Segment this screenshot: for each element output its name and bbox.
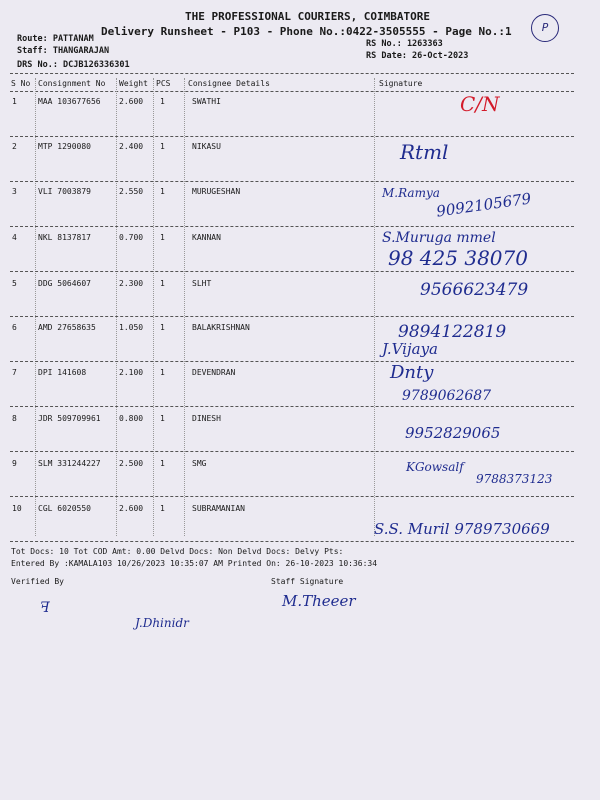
row-weight: 1.050 bbox=[119, 323, 144, 332]
row-signature: M.Ramya bbox=[382, 186, 440, 200]
col-consignment: Consignment No bbox=[38, 79, 106, 88]
runsheet-title: Delivery Runsheet - P103 - Phone No.:0422-3505555 - Page No.:1 bbox=[101, 25, 512, 38]
row-weight: 2.300 bbox=[119, 279, 144, 288]
row-weight: 2.550 bbox=[119, 187, 144, 196]
divider bbox=[10, 406, 574, 407]
col-signature: Signature bbox=[379, 79, 423, 88]
verified-signature-hand: J.Dhinidr bbox=[135, 616, 189, 630]
col-sno: S No bbox=[11, 79, 31, 88]
row-consignee: SWATHI bbox=[192, 97, 221, 106]
row-signature-phone: 9788373123 bbox=[476, 472, 553, 486]
divider bbox=[10, 226, 574, 227]
rs-number: RS No.: 1263363 bbox=[366, 39, 443, 49]
staff: Staff: THANGARAJAN bbox=[17, 46, 110, 56]
row-pcs: 1 bbox=[160, 414, 165, 423]
row-pcs: 1 bbox=[160, 504, 165, 513]
row-sno: 3 bbox=[12, 187, 17, 196]
row-pcs: 1 bbox=[160, 279, 165, 288]
entered-by-line: Entered By :KAMALA103 10/26/2023 10:35:07 AM Printed On: 26-10-2023 10:36:34 bbox=[11, 559, 378, 568]
verified-mark: ꟻ bbox=[40, 600, 50, 616]
divider bbox=[35, 78, 36, 536]
col-pcs: PCS bbox=[156, 79, 171, 88]
totals-line: Tot Docs: 10 Tot COD Amt: 0.00 Delvd Docs: Non Delvd Docs: Delvy Pts: bbox=[11, 547, 344, 556]
row-weight: 2.100 bbox=[119, 368, 144, 377]
row-consignee: BALAKRISHNAN bbox=[192, 323, 250, 332]
row-sno: 8 bbox=[12, 414, 17, 423]
divider bbox=[10, 451, 574, 452]
rs-date: RS Date: 26-Oct-2023 bbox=[366, 51, 469, 61]
divider bbox=[10, 361, 574, 362]
row-pcs: 1 bbox=[160, 187, 165, 196]
row-weight: 0.700 bbox=[119, 233, 144, 242]
divider bbox=[153, 78, 154, 536]
row-consignment: JDR 509709961 bbox=[38, 414, 101, 423]
drs-number: DRS No.: DCJB126336301 bbox=[17, 60, 130, 70]
page-mark-stamp: P bbox=[531, 14, 559, 42]
divider bbox=[374, 78, 375, 536]
row-consignment: CGL 6020550 bbox=[38, 504, 91, 513]
row-signature-phone: 98 425 38070 bbox=[388, 246, 528, 270]
divider bbox=[116, 78, 117, 536]
row-sno: 1 bbox=[12, 97, 17, 106]
row-pcs: 1 bbox=[160, 368, 165, 377]
divider bbox=[10, 541, 574, 542]
divider bbox=[10, 181, 574, 182]
row-signature: KGowsalf bbox=[406, 460, 464, 474]
row-signature: Dnty bbox=[390, 362, 434, 383]
col-weight: Weight bbox=[119, 79, 148, 88]
row-pcs: 1 bbox=[160, 459, 165, 468]
row-consignee: SUBRAMANIAN bbox=[192, 504, 245, 513]
row-consignment: DDG 5064607 bbox=[38, 279, 91, 288]
row-signature: Rtml bbox=[400, 140, 449, 164]
row-signature-phone: 9952829065 bbox=[405, 424, 501, 442]
row-sno: 10 bbox=[12, 504, 22, 513]
row-consignee: DEVENDRAN bbox=[192, 368, 236, 377]
row-weight: 2.500 bbox=[119, 459, 144, 468]
row-sno: 9 bbox=[12, 459, 17, 468]
row-sno: 6 bbox=[12, 323, 17, 332]
row-sno: 2 bbox=[12, 142, 17, 151]
row-signature-phone: 9092105679 bbox=[435, 189, 533, 221]
row-weight: 0.800 bbox=[119, 414, 144, 423]
row-consignment: MAA 103677656 bbox=[38, 97, 101, 106]
row-weight: 2.600 bbox=[119, 504, 144, 513]
row-sno: 7 bbox=[12, 368, 17, 377]
row-consignment: NKL 8137817 bbox=[38, 233, 91, 242]
row-consignment: AMD 27658635 bbox=[38, 323, 96, 332]
row-signature: 9566623479 bbox=[420, 280, 529, 300]
row-consignee: SLHT bbox=[192, 279, 212, 288]
row-consignee: KANNAN bbox=[192, 233, 221, 242]
col-consignee: Consignee Details bbox=[188, 79, 270, 88]
route: Route: PATTANAM bbox=[17, 34, 94, 44]
row-weight: 2.400 bbox=[119, 142, 144, 151]
staff-signature-hand: M.Theeer bbox=[282, 592, 356, 610]
row-signature: J.Vijaya bbox=[382, 340, 438, 358]
row-consignment: MTP 1290080 bbox=[38, 142, 91, 151]
staff-signature-label: Staff Signature bbox=[271, 577, 344, 586]
company-title: THE PROFESSIONAL COURIERS, COIMBATORE bbox=[185, 10, 431, 23]
row-weight: 2.600 bbox=[119, 97, 144, 106]
row-consignee: MURUGESHAN bbox=[192, 187, 241, 196]
row-pcs: 1 bbox=[160, 97, 165, 106]
verified-by-label: Verified By bbox=[11, 577, 64, 586]
divider bbox=[10, 136, 574, 137]
row-signature-phone: 9789062687 bbox=[402, 388, 492, 404]
row-pcs: 1 bbox=[160, 323, 165, 332]
row-signature: S.Muruga mmel bbox=[382, 230, 496, 246]
divider bbox=[10, 316, 574, 317]
row-consignee: DINESH bbox=[192, 414, 221, 423]
divider bbox=[184, 78, 185, 536]
row-pcs: 1 bbox=[160, 142, 165, 151]
row-consignment: VLI 7003879 bbox=[38, 187, 91, 196]
row-sno: 5 bbox=[12, 279, 17, 288]
row-consignment: DPI 141608 bbox=[38, 368, 87, 377]
row-consignee: SMG bbox=[192, 459, 207, 468]
row-pcs: 1 bbox=[160, 233, 165, 242]
row-consignee: NIKASU bbox=[192, 142, 221, 151]
row-consignment: SLM 331244227 bbox=[38, 459, 101, 468]
divider bbox=[10, 271, 574, 272]
row-signature: C/N bbox=[460, 92, 500, 116]
row-signature-phone: 9894122819 bbox=[398, 322, 507, 342]
table-top-rule bbox=[10, 73, 574, 74]
divider bbox=[10, 496, 574, 497]
row-signature: S.S. Muril 9789730669 bbox=[374, 520, 550, 538]
row-sno: 4 bbox=[12, 233, 17, 242]
